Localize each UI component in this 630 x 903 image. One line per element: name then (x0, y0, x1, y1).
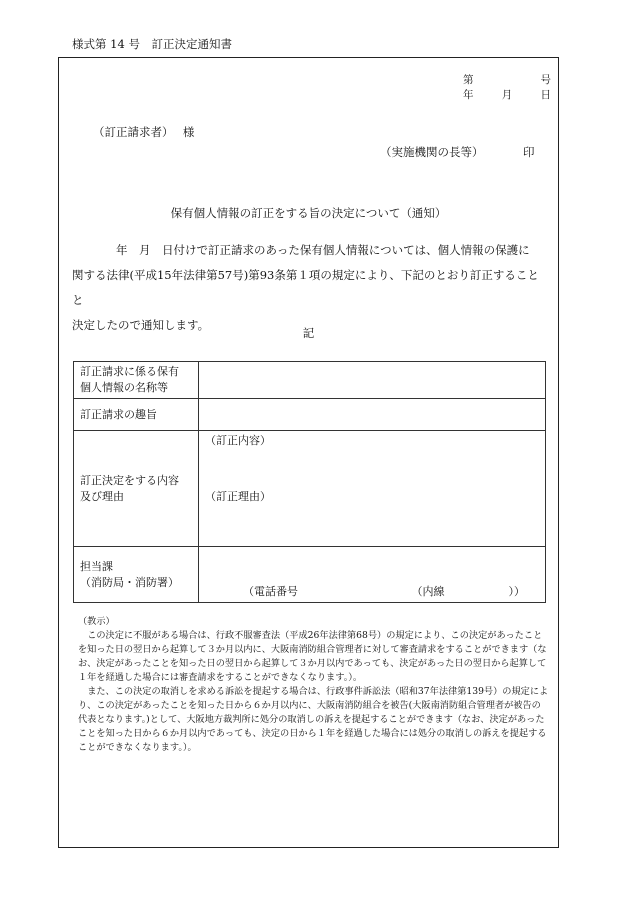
body-line-3: 決定したので通知します。 (72, 318, 210, 332)
decision-content-field (199, 431, 546, 547)
department-label (74, 547, 199, 603)
department-field (199, 547, 546, 603)
correction-content-label: （訂正内容） (205, 434, 271, 447)
ki-heading: 記 (302, 326, 315, 340)
contact-line (205, 584, 539, 600)
closing-parens: ）） (508, 585, 525, 598)
info-name-label-line1: 訂正請求に係る保有 (80, 365, 179, 378)
decision-content-label (74, 431, 199, 547)
table-row (74, 547, 546, 603)
correction-reason-label: （訂正理由） (205, 490, 271, 503)
info-name-label-line2: 個人情報の名称等 (80, 381, 168, 394)
instructions-paragraph-1: この決定に不服がある場合は、行政不服審査法（平成26年法律第68号）の規定により、この決定があったことを知った日の翌日から起算して３か月以内に、大阪南消防組合管理者に対して審査請求をすることができます（なお、決定があったことを知った日の翌日から起算して３か月以内であっても、決定があった日の翌日から起算して１年を経過した場合には審査請求をすることができなくなります。）。 (78, 630, 547, 683)
issue-date (463, 87, 551, 102)
decision-content-label-line2: 及び理由 (80, 489, 124, 503)
date-month: 月 (501, 89, 513, 101)
addressee: （訂正請求者） 様 (93, 125, 195, 139)
department-label-line2: （消防局・消防署） (80, 575, 179, 589)
table-row (74, 399, 546, 431)
request-purpose-field (199, 399, 546, 431)
document-title: 保有個人情報の訂正をする旨の決定について（通知） (170, 206, 447, 220)
document-number-prefix: 第 (463, 74, 474, 86)
body-line-2: 関する法律(平成15年法律第57号)第93条第１項の規定により、下記のとおり訂正することと (72, 268, 539, 307)
instructions-heading: （教示） (78, 616, 115, 627)
document-number (463, 72, 551, 87)
decision-content-label-line1: 訂正決定をする内容 (80, 473, 179, 487)
date-day: 日 (540, 89, 551, 101)
body-text (72, 238, 550, 338)
seal-mark: 印 (523, 145, 535, 159)
instructions-block (78, 615, 550, 755)
table-row (74, 431, 546, 547)
phone-label: （電話番号 (243, 585, 298, 598)
table-row (74, 362, 546, 399)
date-year: 年 (463, 89, 474, 101)
department-label-line1: 担当課 (80, 559, 113, 573)
info-name-field (199, 362, 546, 399)
sender-title: （実施機関の長等） (380, 145, 484, 159)
request-purpose-label: 訂正請求の趣旨 (74, 399, 199, 431)
form-number: 様式第 14 号 訂正決定通知書 (72, 37, 232, 51)
info-name-label (74, 362, 199, 399)
extension-label: （内線 (411, 585, 445, 598)
instructions-paragraph-2: また、この決定の取消しを求める訴訟を提起する場合は、行政事件訴訟法（昭和37年法律第139号）の規定により、この決定があったことを知った日から６か月以内に、大阪南消防組合を被告(大阪南消防組合管理者が被告の代表となります。)として、大阪地方裁判所に処分の取消しの訴えを提起することができます（なお、決定があったことを知った日から６か月以内であっても、決定の日から１年を経過した場合には処分の取消しの訴えを提起することができなくなります。）。 (78, 686, 549, 753)
document-number-suffix: 号 (540, 74, 551, 86)
body-line-1: 年 月 日付けで訂正請求のあった保有個人情報については、個人情報の保護に (116, 243, 530, 257)
decision-table (73, 361, 546, 603)
